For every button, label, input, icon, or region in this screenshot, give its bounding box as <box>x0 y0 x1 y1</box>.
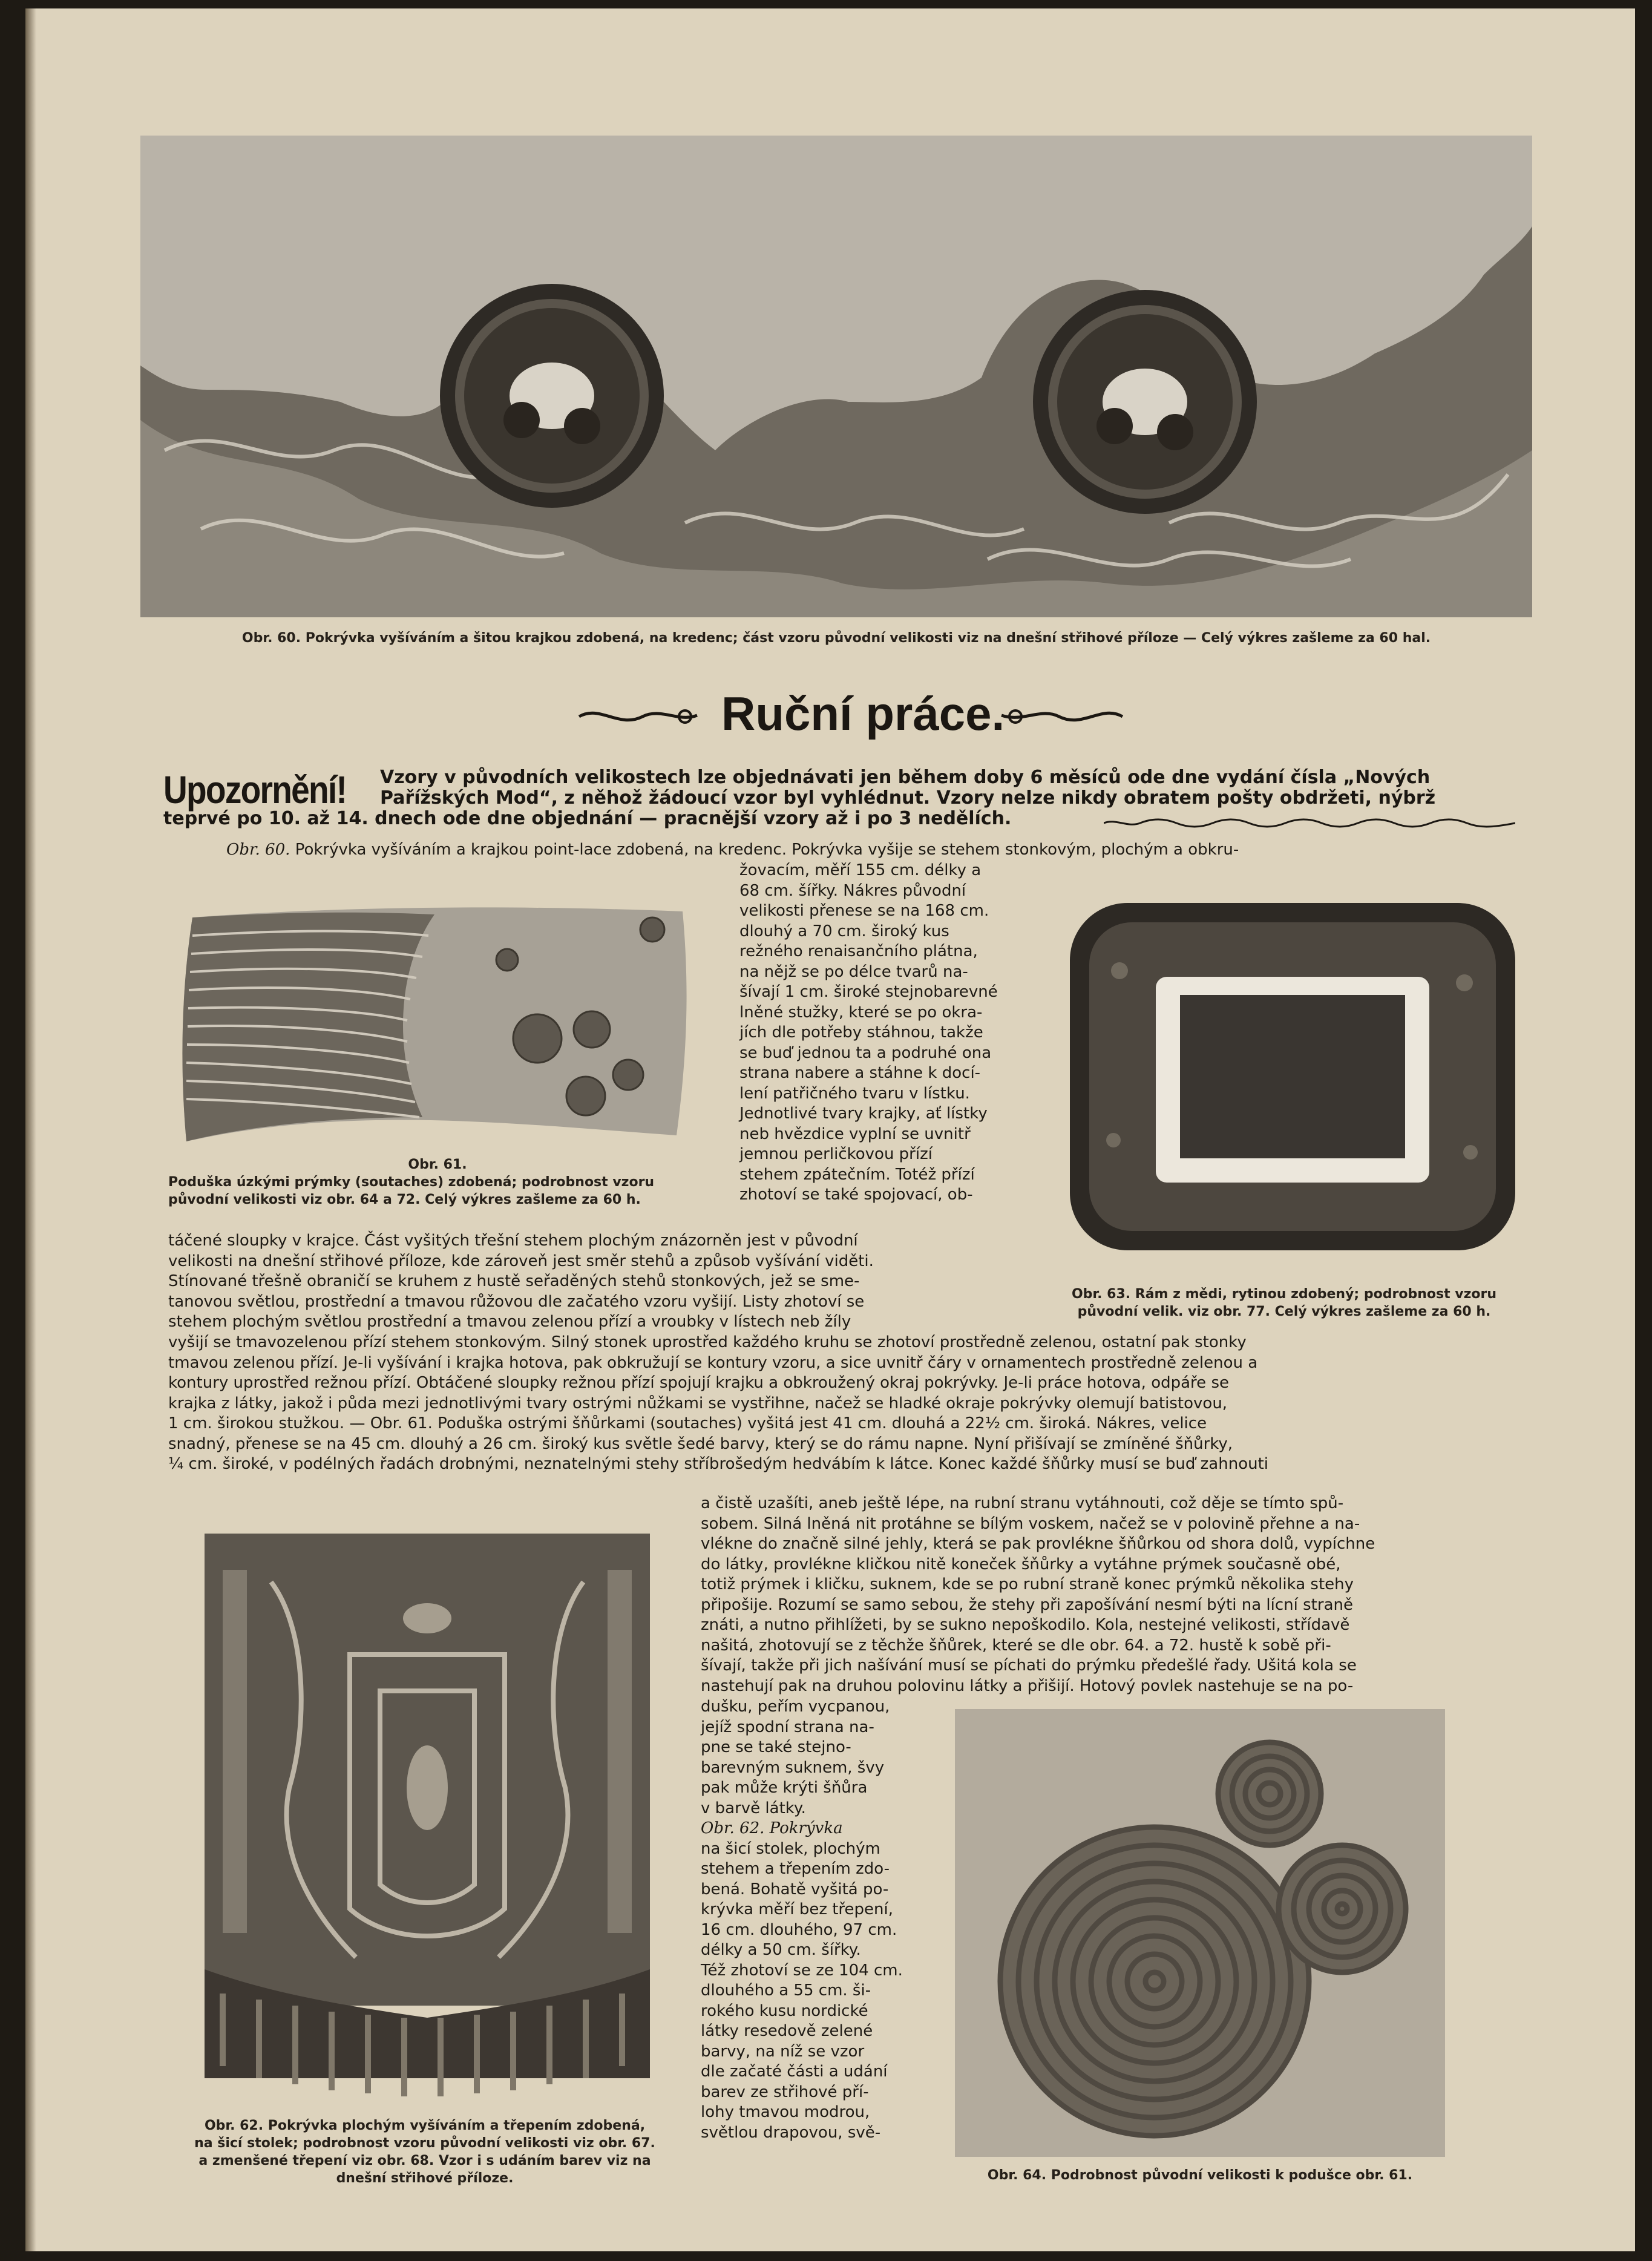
col-d-line: světlou drapovou, svě- <box>701 2123 881 2142</box>
figure-63-caption-2: původní velik. viz obr. 77. Celý výkres zašleme za 60 h. <box>1077 1304 1491 1319</box>
heading-ornament-left <box>576 698 703 735</box>
col-c-line: našitá, zhotovují se z těchže šňůrek, které se dle obr. 64. a 72. hustě k sobě při- <box>701 1636 1331 1655</box>
col-d-line: lohy tmavou modrou, <box>701 2103 870 2121</box>
col-b-line: Stínované třešně obraničí se kruhem z hustě seřaděných stehů stonkových, jež se sme- <box>168 1272 860 1290</box>
ref-obr60: Obr. 60. <box>226 841 290 859</box>
full-width-paragraph <box>168 1333 1521 1475</box>
col-a-line: velikosti přenese se na 168 cm. <box>739 902 989 920</box>
col-d-line: jejíž spodní strana na- <box>701 1718 874 1736</box>
figure-61-caption-3: původní velikosti viz obr. 64 a 72. Celý výkres zašleme za 60 h. <box>168 1192 641 1207</box>
heading-ornament-right <box>998 698 1126 735</box>
figure-63-caption-1: Obr. 63. Rám z mědi, rytinou zdobený; podrobnost vzoru <box>1071 1287 1497 1302</box>
column-c <box>701 1494 1521 1696</box>
figure-64-photo <box>955 1709 1445 2157</box>
col-a-line: jích dle potřeby stáhnou, takže <box>739 1023 983 1042</box>
col-a-line: lněné stužky, které se po okra- <box>739 1003 983 1022</box>
col-a-line: jemnou perličkovou přízí <box>739 1145 933 1163</box>
figure-60-caption: Obr. 60. Pokrývka vyšíváním a šitou krajkou zdobená, na kredenc; část vzoru původní velikosti viz na dnešní střihové příloze — Celý výkres zašleme za 60 hal. <box>241 631 1431 646</box>
full-line: snadný, přenese se na 45 cm. dlouhý a 26 cm. široký kus světle šedé barvy, který se do rámu napne. Nyní přišívají se zmíněné šňůrky, <box>168 1434 1233 1453</box>
figure-63-photo <box>1065 898 1520 1255</box>
page-binding-edge <box>25 8 36 2251</box>
col-d-line: v barvě látky. <box>701 1799 806 1817</box>
col-b-line: velikosti na dnešní střihové příloze, kde zároveň jest směr stehů a způsob vyšívání viděti. <box>168 1252 874 1270</box>
col-d-line: pne se také stejno- <box>701 1738 851 1756</box>
col-d-line: dlouhého a 55 cm. ši- <box>701 1981 871 2000</box>
col-c-line: nastehují pak na druhou polovinu látky a přišijí. Hotový povlek nastehuje se na po- <box>701 1676 1354 1695</box>
col-b-line: tanovou světlou, prostřední a tmavou růžovou dle začatého vzoru vyšijí. Listy zhotoví se <box>168 1292 865 1311</box>
column-a <box>739 861 1018 1206</box>
coils-image <box>955 1709 1445 2157</box>
notice-line-3: teprvé po 10. až 14. dnech ode dne objednání — pracnější vzory až i po 3 nedělích. <box>163 808 1012 829</box>
paragraph-obr60-start <box>226 840 1521 861</box>
col-c-line: sobem. Silná lněná nit protáhne se bílým voskem, načež se v polovině přehne a na- <box>701 1514 1360 1533</box>
col-a-line: šívají 1 cm. široké stejnobarevné <box>739 983 998 1001</box>
col-c-line: a čistě uzašíti, aneb ještě lépe, na rubní stranu vytáhnouti, což děje se tímto spů- <box>701 1494 1344 1512</box>
col-a-line: žovacím, měří 155 cm. délky a <box>739 861 982 879</box>
col-c-line: vlékne do značně silné jehly, která se pak provlékne šňůrkou od shora dolů, vypíchne <box>701 1535 1375 1553</box>
col-d-line: krývka měří bez třepení, <box>701 1900 894 1918</box>
col-d-line: Obr. 62. Pokrývka <box>701 1819 843 1837</box>
col-c-line: šívají, takže při jich našívání musí se píchati do prýmku předešlé řady. Ušitá kola se <box>701 1656 1357 1675</box>
copper-frame-image <box>1065 898 1520 1255</box>
col-a-line: 68 cm. šířky. Nákres původní <box>739 881 966 900</box>
column-b <box>168 1231 1034 1333</box>
col-a-line: na nějž se po délce tvarů na- <box>739 962 968 981</box>
col-c-line: připošije. Rozumí se samo sebou, že stehy při zapošívání nesmí býti na lícní straně <box>701 1595 1353 1614</box>
magazine-page <box>25 8 1635 2251</box>
figure-62-caption-1: Obr. 62. Pokrývka plochým vyšíváním a třepením zdobená, <box>204 2118 646 2133</box>
notice-line-2: Pařížských Mod“, z něhož žádoucí vzor byl vyhlédnut. Vzory nelze nikdy obratem pošty obdržeti, nýbrž <box>380 787 1436 809</box>
col-b-line: táčené sloupky v krajce. Část vyšitých třešní stehem plochým znázorněn jest v původní <box>168 1232 858 1250</box>
pillow-image <box>168 893 707 1153</box>
runner-image <box>198 1534 656 2102</box>
col-c-line: do látky, provlékne kličkou nitě koneček šňůrky a vytáhne prýmek současně obé, <box>701 1555 1341 1574</box>
col-a-line: režného renaisančního plátna, <box>739 942 978 960</box>
notice-wave-rule <box>1104 817 1515 829</box>
col-a-line: zhotoví se také spojovací, ob- <box>739 1186 973 1204</box>
notice-label: Upozornění! <box>163 768 347 812</box>
figure-60-photo <box>140 136 1532 617</box>
col-d-line: barevným suknem, švy <box>701 1758 885 1777</box>
col-b-line: stehem plochým světlou prostřední a tmavou zelenou přízí a vroubky v lístech neb žíly <box>168 1313 851 1331</box>
col-d-line: dle začaté části a udání <box>701 2062 888 2081</box>
lace-cloth-image <box>140 136 1532 617</box>
figure-61-photo <box>168 893 707 1153</box>
col-d-line: rokého kusu nordické <box>701 2001 868 2020</box>
col-d-line: bená. Bohatě vyšitá po- <box>701 1880 889 1898</box>
col-a-line: Jednotlivé tvary krajky, ať lístky <box>739 1104 988 1123</box>
col-c-line: znáti, a nutno přihlížeti, by se sukno nepoškodilo. Kola, nestejné velikosti, střídavě <box>701 1616 1350 1634</box>
col-a-line: se buď jednou ta a podruhé ona <box>739 1043 992 1062</box>
col-a-line: lení patřičného tvaru v lístku. <box>739 1084 970 1103</box>
figure-64-caption: Obr. 64. Podrobnost původní velikosti k podušce obr. 61. <box>987 2168 1413 2183</box>
full-line: vyšijí se tmavozelenou přízí stehem stonkovým. Silný stonek uprostřed každého kruhu se zhotoví prostředně zelenou, ostatní pak stonky <box>168 1333 1247 1351</box>
full-line: 1 cm. širokou stužkou. — Obr. 61. Poduška ostrými šňůrkami (soutaches) vyšitá jest 41 cm. dlouhá a 22½ cm. široká. Nákres, velice <box>168 1414 1207 1432</box>
figure-62-photo <box>198 1534 656 2102</box>
col-a-line: neb hvězdice vyplní se uvnitř <box>739 1124 971 1143</box>
figure-61-caption-2: Poduška úzkými prýmky (soutaches) zdobená; podrobnost vzoru <box>168 1175 655 1190</box>
full-line: ¼ cm. široké, v podélných řadách drobnými, neznatelnými stehy stříbrošedým hedvábím k látce. Konec každé šňůrky musí se buď zahnouti <box>168 1455 1268 1473</box>
full-line: krajka z látky, jakož i půda mezi jednotlivými tvary ostrými nůžkami se vystřihne, načež se hladké okraje pokrývky olemují batistovou, <box>168 1394 1228 1413</box>
col-a-line: strana nabere a stáhne k docí- <box>739 1064 981 1082</box>
col-d-line: barev ze střihové pří- <box>701 2082 869 2101</box>
col-d-line: délky a 50 cm. šířky. <box>701 1941 861 1959</box>
section-title: Ruční práce. <box>721 687 1005 740</box>
col-d-line: barvy, na níž se vzor <box>701 2042 865 2061</box>
col-c-line: totiž prýmek i kličku, suknem, kde se po rubní straně konec prýmků několika stehy <box>701 1575 1354 1593</box>
col-a-line: dlouhý a 70 cm. široký kus <box>739 922 949 940</box>
notice-line-1: Vzory v původních velikostech lze objednávati jen během doby 6 měsíců ode dne vydání čísla „Nových <box>380 767 1431 788</box>
col-d-line: Též zhotoví se ze 104 cm. <box>701 1961 903 1980</box>
full-line: tmavou zelenou přízí. Je-li vyšívání i krajka hotova, pak obkružují se kontury vzoru, a sice uvnitř čáry v ornamentech prostředně zelenou a <box>168 1353 1258 1372</box>
paragraph-obr60-line1: Pokrývka vyšíváním a krajkou point-lace zdobená, na kredenc. Pokrývka vyšije se stehem stonkovým, plochým a obkru- <box>295 841 1239 859</box>
col-d-line: dušku, peřím vycpanou, <box>701 1698 890 1716</box>
figure-62-caption-4: dnešní střihové příloze. <box>336 2171 514 2186</box>
col-d-line: na šicí stolek, plochým <box>701 1839 880 1858</box>
figure-62-caption-3: a zmenšené třepení viz obr. 68. Vzor i s udáním barev viz na <box>198 2153 651 2168</box>
col-d-line: látky resedově zelené <box>701 2022 873 2040</box>
figure-61-caption-1: Obr. 61. <box>408 1157 467 1172</box>
col-d-line: stehem a třepením zdo- <box>701 1860 890 1878</box>
col-d-line: 16 cm. dlouhého, 97 cm. <box>701 1920 897 1939</box>
col-a-line: stehem zpátečním. Totéž přízí <box>739 1165 975 1184</box>
full-line: kontury uprostřed režnou přízí. Obtáčené sloupky režnou přízí spojují krajku a obkroužený okraj pokrývky. Je-li práce hotova, odpáře se <box>168 1374 1229 1392</box>
column-d <box>701 1697 943 2143</box>
col-d-line: pak může krýti šňůra <box>701 1779 868 1797</box>
figure-62-caption-2: na šicí stolek; podrobnost vzoru původní velikosti viz obr. 67. <box>194 2136 655 2151</box>
